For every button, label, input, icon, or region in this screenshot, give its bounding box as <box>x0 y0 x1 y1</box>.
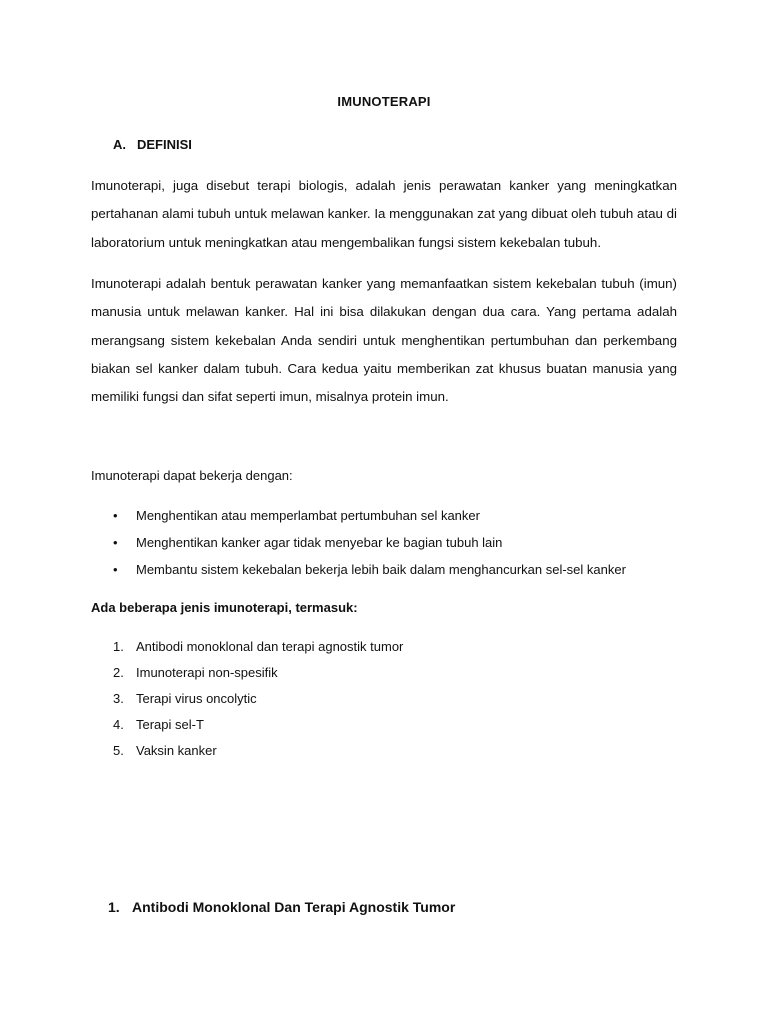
item-text: Terapi virus oncolytic <box>136 691 257 706</box>
item-text: Vaksin kanker <box>136 743 217 758</box>
types-intro: Ada beberapa jenis imunoterapi, termasuk: <box>91 600 358 615</box>
definition-paragraph-1: Imunoterapi, juga disebut terapi biologis, adalah jenis perawatan kanker yang meningkatkan pertahanan alami tubuh untuk melawan kanker. Ia menggunakan zat yang dibuat oleh tubuh atau di laboratorium untuk meningkatkan atau mengembalikan fungsi sistem kekebalan tubuh. <box>91 178 677 250</box>
item-text: Antibodi monoklonal dan terapi agnostik tumor <box>136 639 404 654</box>
bullet-text: Menghentikan kanker agar tidak menyebar ke bagian tubuh lain <box>136 535 503 550</box>
item-number: 5. <box>113 743 124 758</box>
definition-paragraph-2: Imunoterapi adalah bentuk perawatan kanker yang memanfaatkan sistem kekebalan tubuh (imun) manusia untuk melawan kanker. Hal ini bisa dilakukan dengan dua cara. Yang pertama adalah merangsang sistem kekebalan Anda sendiri untuk menghentikan pertumbuhan dan perkembang biakan sel kanker dalam tubuh. Cara kedua yaitu memberikan zat khusus buatan manusia yang memiliki fungsi dan sifat seperti imun, misalnya protein imun. <box>91 276 677 405</box>
section-a-heading <box>113 137 192 152</box>
list-item <box>91 634 403 660</box>
section-a-number: A. <box>113 137 126 152</box>
subsection-1-heading <box>108 899 455 915</box>
section-a-title: DEFINISI <box>137 137 192 152</box>
list-item <box>91 686 403 712</box>
item-number: 4. <box>113 717 124 732</box>
subsection-1-title: Antibodi Monoklonal Dan Terapi Agnostik Tumor <box>132 899 456 915</box>
bullet-icon: • <box>113 535 118 550</box>
bullet-text: Menghentikan atau memperlambat pertumbuhan sel kanker <box>136 508 480 523</box>
bullet-text: Membantu sistem kekebalan bekerja lebih baik dalam menghancurkan sel-sel kanker <box>136 562 626 577</box>
works-intro: Imunoterapi dapat bekerja dengan: <box>91 468 293 483</box>
bullet-icon: • <box>113 508 118 523</box>
item-text: Imunoterapi non-spesifik <box>136 665 278 680</box>
item-number: 3. <box>113 691 124 706</box>
list-item <box>91 712 403 738</box>
bullet-icon: • <box>113 562 118 577</box>
item-number: 1. <box>113 639 124 654</box>
item-text: Terapi sel-T <box>136 717 204 732</box>
list-item <box>91 502 626 529</box>
list-item <box>91 738 403 764</box>
item-number: 2. <box>113 665 124 680</box>
list-item <box>91 660 403 686</box>
types-list <box>91 634 403 764</box>
subsection-1-number: 1. <box>108 899 120 915</box>
document-title: IMUNOTERAPI <box>337 94 431 109</box>
bullet-list <box>91 502 626 583</box>
list-item <box>91 556 626 583</box>
list-item <box>91 529 626 556</box>
